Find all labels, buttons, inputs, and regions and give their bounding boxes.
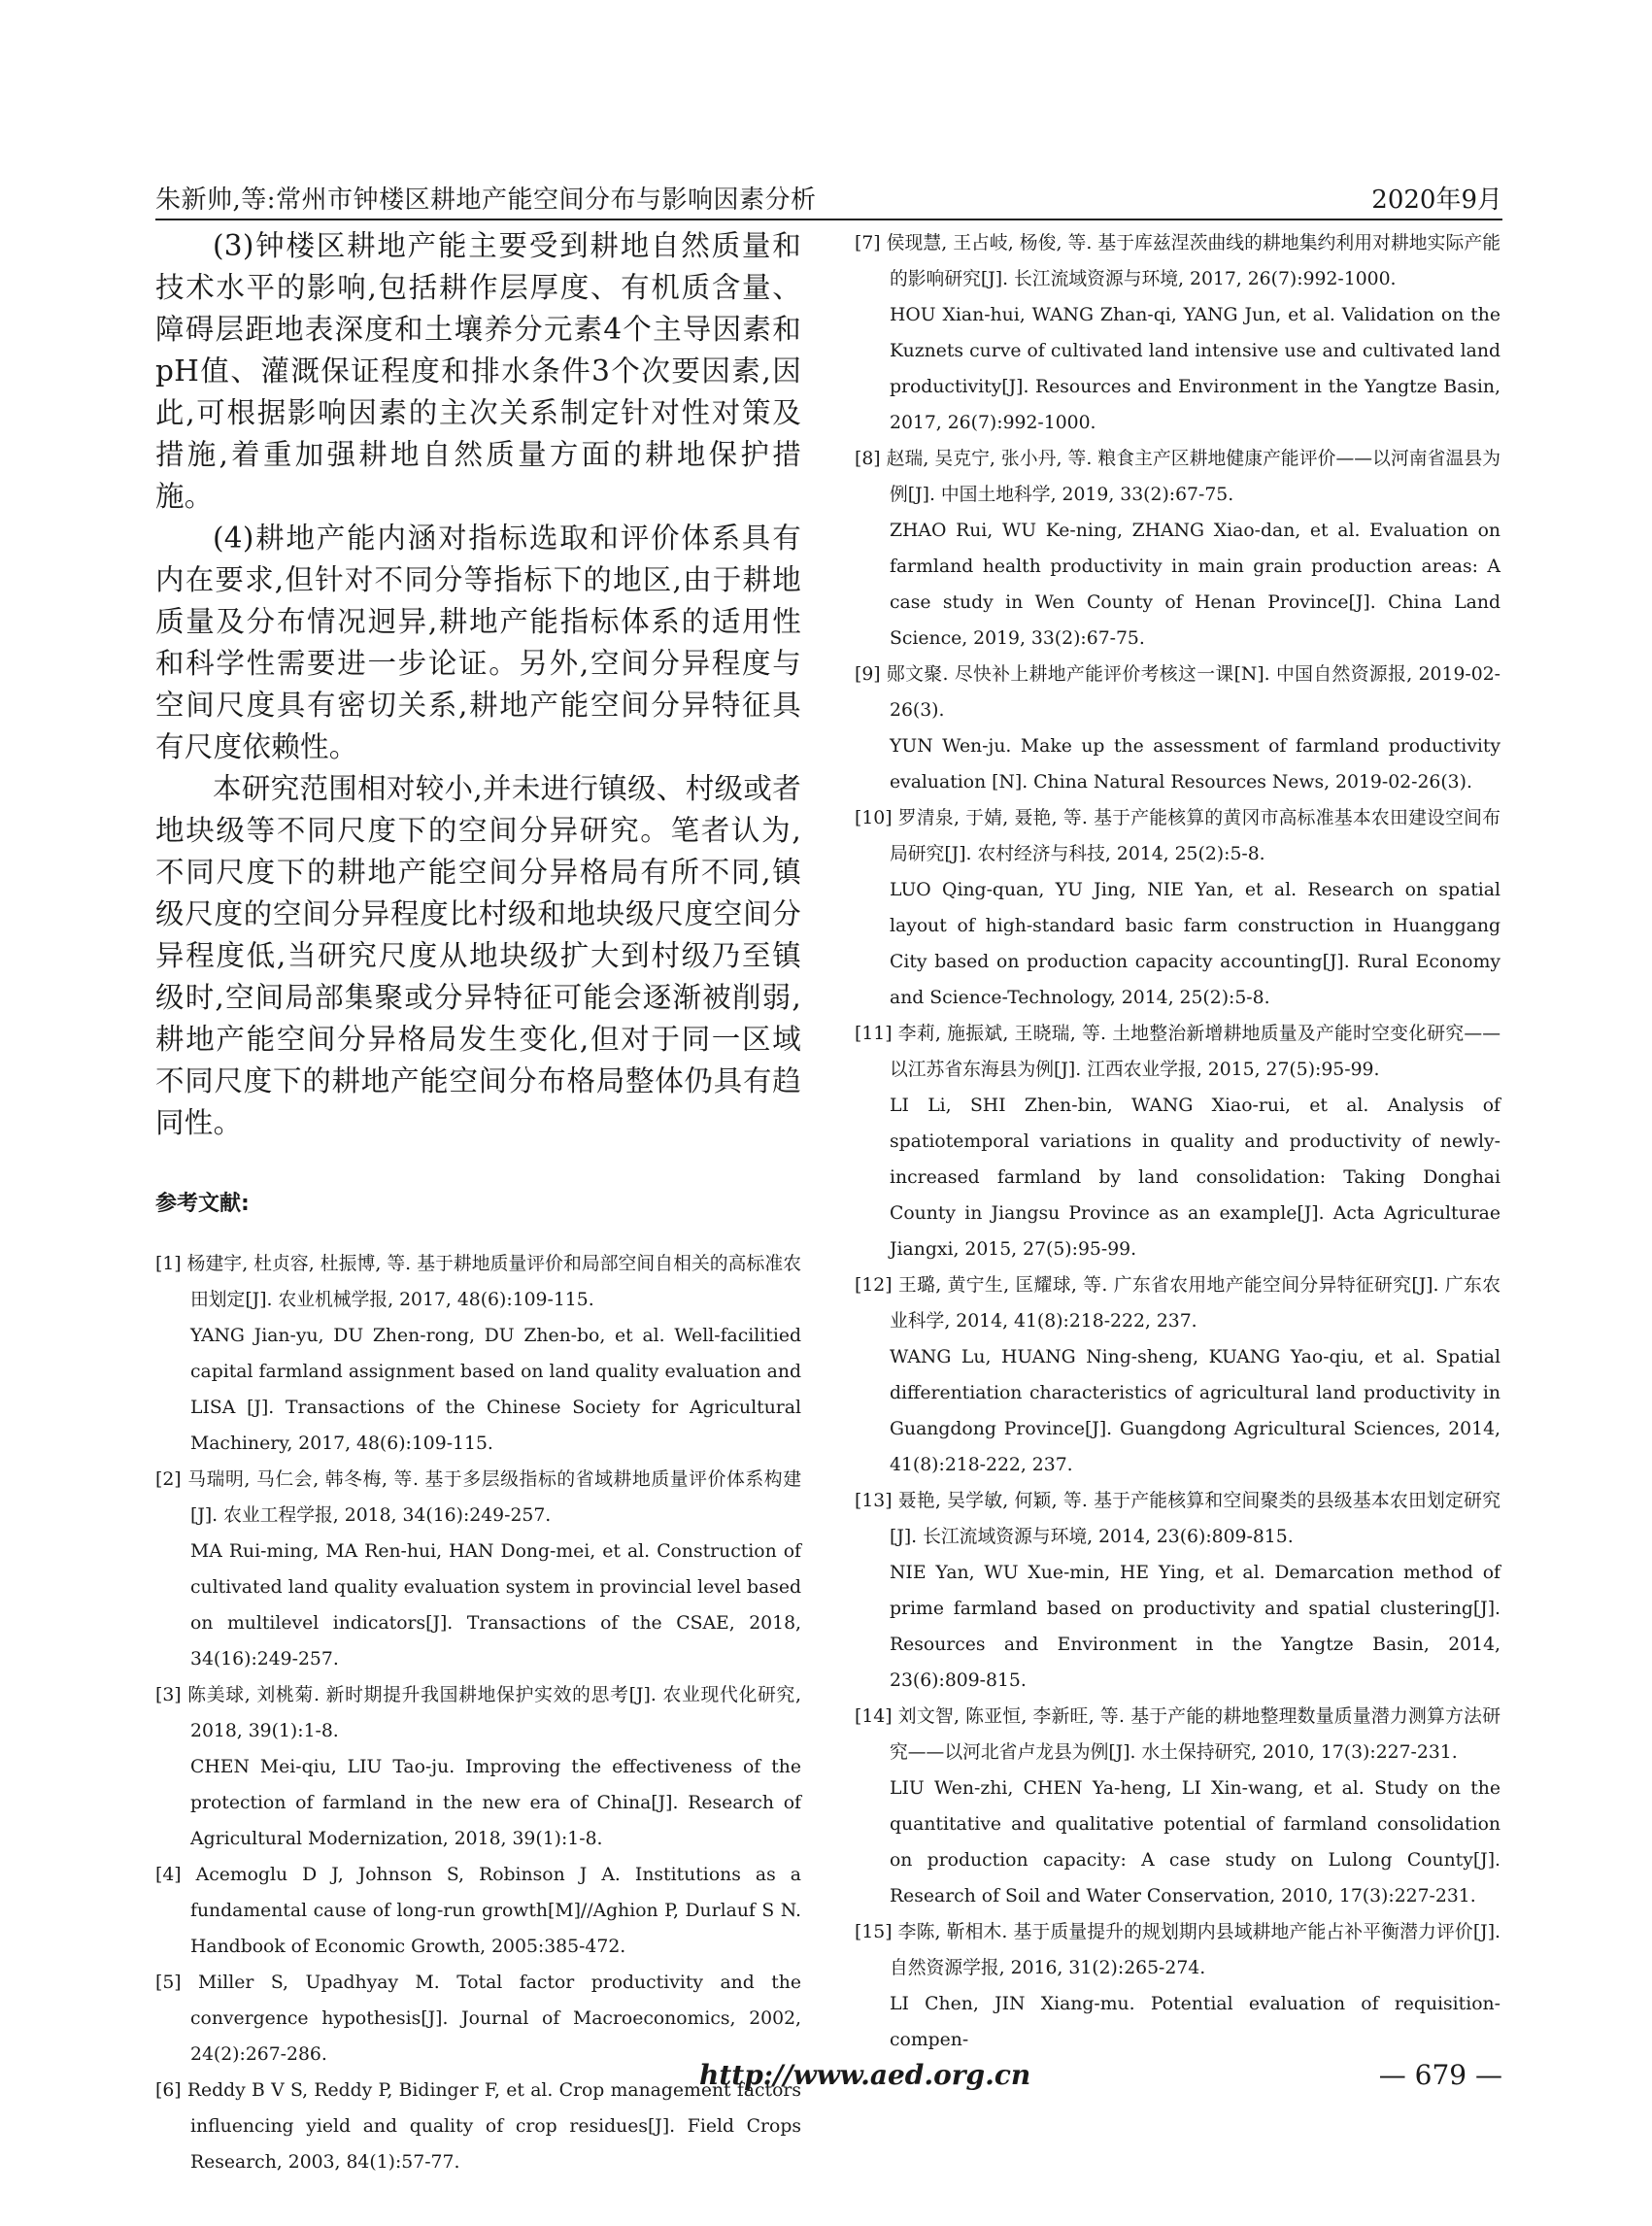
reference-item [155,1246,801,1462]
page-footer [155,2059,1502,2098]
reference-citation: [12] 王璐, 黄宁生, 匡耀球, 等. 广东省农用地产能空间分异特征研究[J]. 广东农业科学, 2014, 41(8):218-222, 237. [855,1275,1500,1332]
reference-citation: [7] 侯现慧, 王占岐, 杨俊, 等. 基于库兹涅茨曲线的耕地集约利用对耕地实际产能的影响研究[J]. 长江流域资源与环境, 2017, 26(7):992-1000. [855,233,1500,289]
reference-item [855,657,1500,800]
journal-url[interactable]: http://www.aed.org.cn [699,2059,1031,2091]
page-number: — 679 — [1378,2059,1502,2091]
reference-item [855,1699,1500,1914]
body-paragraph: (3)钟楼区耕地产能主要受到耕地自然质量和技术水平的影响,包括耕作层厚度、有机质含量、障碍层距地表深度和土壤养分元素4个主导因素和pH值、灌溉保证程度和排水条件3个次要因素,因此,可根据影响因素的主次关系制定针对性对策及措施,着重加强耕地自然质量方面的耕地保护措施。 [155,229,801,513]
reference-english: NIE Yan, WU Xue-min, HE Ying, et al. Demarcation method of prime farmland based on productivity and spatial clustering[J]. Resources and Environment in the Yangtze Basin, 2014, 23(6):809-815. [890,1563,1500,1691]
reference-english: ZHAO Rui, WU Ke-ning, ZHANG Xiao-dan, et al. Evaluation on farmland health productivity in main grain production areas: A case study in Wen County of Henan Province[J]. China Land Science, 2019, 33(2):67-75. [890,521,1500,649]
body-paragraph: 本研究范围相对较小,并未进行镇级、村级或者地块级等不同尺度下的空间分异研究。笔者认为,不同尺度下的耕地产能空间分异格局有所不同,镇级尺度的空间分异程度比村级和地块级尺度空间分异程度低,当研究尺度从地块级扩大到村级乃至镇级时,空间局部集聚或分异特征可能会逐渐被削弱,耕地产能空间分异格局发生变化,但对于同一区域不同尺度下的耕地产能空间分布格局整体仍具有趋同性。 [155,772,801,1139]
reference-english: LUO Qing-quan, YU Jing, NIE Yan, et al. Research on spatial layout of high-standard basic farm construction in Huanggang City based on production capacity accounting[J]. Rural Economy and Science-Technology, 2014, 25(2):5-8. [890,880,1500,1008]
left-column [155,225,801,2180]
reference-english: CHEN Mei-qiu, LIU Tao-ju. Improving the effectiveness of the protection of farmland in the new era of China[J]. Research of Agricultural Modernization, 2018, 39(1):1-8. [190,1757,801,1849]
reference-citation: [13] 聂艳, 吴学敏, 何颖, 等. 基于产能核算和空间聚类的县级基本农田划定研究[J]. 长江流域资源与环境, 2014, 23(6):809-815. [855,1491,1500,1547]
reference-english: MA Rui-ming, MA Ren-hui, HAN Dong-mei, et al. Construction of cultivated land quality evaluation system in provincial level based on multilevel indicators[J]. Transactions of the CSAE, 2018, 34(16):249-257. [190,1541,801,1670]
reference-list-left [155,1246,801,2180]
right-column [855,225,1500,2058]
reference-citation: [11] 李莉, 施振斌, 王晓瑞, 等. 土地整治新增耕地质量及产能时空变化研究——以江苏省东海县为例[J]. 江西农业学报, 2015, 27(5):95-99. [855,1024,1500,1080]
reference-english: YANG Jian-yu, DU Zhen-rong, DU Zhen-bo, et al. Well-facilitied capital farmland assignment based on land quality evaluation and LISA [J]. Transactions of the Chinese Society for Agricultural Machinery, 2017, 48(6):109-115. [190,1326,801,1454]
reference-item [155,1857,801,1965]
reference-item [855,1016,1500,1267]
reference-item [855,1267,1500,1483]
reference-citation: [15] 李陈, 靳相木. 基于质量提升的规划期内县域耕地产能占补平衡潜力评价[J]. 自然资源学报, 2016, 31(2):265-274. [855,1922,1500,1978]
reference-citation: [9] 郧文聚. 尽快补上耕地产能评价考核这一课[N]. 中国自然资源报, 2019-02-26(3). [855,664,1500,721]
reference-english: WANG Lu, HUANG Ning-sheng, KUANG Yao-qiu, et al. Spatial differentiation characteristics of agricultural land productivity in Guangdong Province[J]. Guangdong Agricultural Sciences, 2014, 41(8):218-222, 237. [890,1347,1500,1475]
reference-citation: [6] Reddy B V S, Reddy P, Bidinger F, et al. Crop management factors influencing yield and quality of crop residues[J]. Field Crops Research, 2003, 84(1):57-77. [155,2080,801,2173]
header-title: 朱新帅,等:常州市钟楼区耕地产能空间分布与影响因素分析 [155,186,817,215]
references-heading: 参考文献: [155,1192,250,1216]
reference-item [855,1914,1500,2058]
reference-list-right [855,225,1500,2058]
reference-citation: [3] 陈美球, 刘桃菊. 新时期提升我国耕地保护实效的思考[J]. 农业现代化研究, 2018, 39(1):1-8. [155,1685,801,1741]
reference-item [855,225,1500,441]
reference-item [155,1462,801,1677]
reference-item [855,1483,1500,1699]
reference-english: LIU Wen-zhi, CHEN Ya-heng, LI Xin-wang, et al. Study on the quantitative and qualitative potential of farmland consolidation on production capacity: A case study on Lulong County[J]. Research of Soil and Water Conservation, 2010, 17(3):227-231. [890,1778,1500,1906]
reference-citation: [4] Acemoglu D J, Johnson S, Robinson J A. Institutions as a fundamental cause of long-run growth[M]//Aghion P, Durlauf S N. Handbook of Economic Growth, 2005:385-472. [155,1865,801,1957]
reference-item [855,441,1500,657]
header-date: 2020年9月 [1371,186,1502,215]
reference-english: HOU Xian-hui, WANG Zhan-qi, YANG Jun, et al. Validation on the Kuznets curve of cultivated land intensive use and cultivated land productivity[J]. Resources and Environment in the Yangtze Basin, 2017, 26(7):992-1000. [890,305,1500,433]
reference-citation: [14] 刘文智, 陈亚恒, 李新旺, 等. 基于产能的耕地整理数量质量潜力测算方法研究——以河北省卢龙县为例[J]. 水土保持研究, 2010, 17(3):227-231. [855,1706,1500,1763]
reference-item [155,1677,801,1857]
body-paragraph: (4)耕地产能内涵对指标选取和评价体系具有内在要求,但针对不同分等指标下的地区,由于耕地质量及分布情况迥异,耕地产能指标体系的适用性和科学性需要进一步论证。另外,空间分异程度与空间尺度具有密切关系,耕地产能空间分异特征具有尺度依赖性。 [155,522,801,763]
reference-citation: [10] 罗清泉, 于婧, 聂艳, 等. 基于产能核算的黄冈市高标准基本农田建设空间布局研究[J]. 农村经济与科技, 2014, 25(2):5-8. [855,808,1500,864]
reference-english: LI Li, SHI Zhen-bin, WANG Xiao-rui, et al. Analysis of spatiotemporal variations in quality and productivity of newly-increased farmland by land consolidation: Taking Donghai County in Jiangsu Province as an example[J]. Acta Agriculturae Jiangxi, 2015, 27(5):95-99. [890,1096,1500,1260]
reference-citation: [2] 马瑞明, 马仁会, 韩冬梅, 等. 基于多层级指标的省域耕地质量评价体系构建[J]. 农业工程学报, 2018, 34(16):249-257. [155,1469,801,1526]
reference-english: LI Chen, JIN Xiang-mu. Potential evaluation of requisition-compen- [890,1994,1500,2050]
running-header [155,180,1502,220]
reference-citation: [1] 杨建宇, 杜贞容, 杜振博, 等. 基于耕地质量评价和局部空间自相关的高标准农田划定[J]. 农业机械学报, 2017, 48(6):109-115. [155,1254,801,1310]
reference-english: YUN Wen-ju. Make up the assessment of farmland productivity evaluation [N]. China Natural Resources News, 2019-02-26(3). [890,736,1500,793]
reference-citation: [8] 赵瑞, 吴克宁, 张小丹, 等. 粮食主产区耕地健康产能评价——以河南省温县为例[J]. 中国土地科学, 2019, 33(2):67-75. [855,449,1500,505]
reference-citation: [5] Miller S, Upadhyay M. Total factor productivity and the convergence hypothesis[J]. Journal of Macroeconomics, 2002, 24(2):267-286. [155,1973,801,2065]
reference-item [155,1965,801,2073]
reference-item [855,800,1500,1016]
